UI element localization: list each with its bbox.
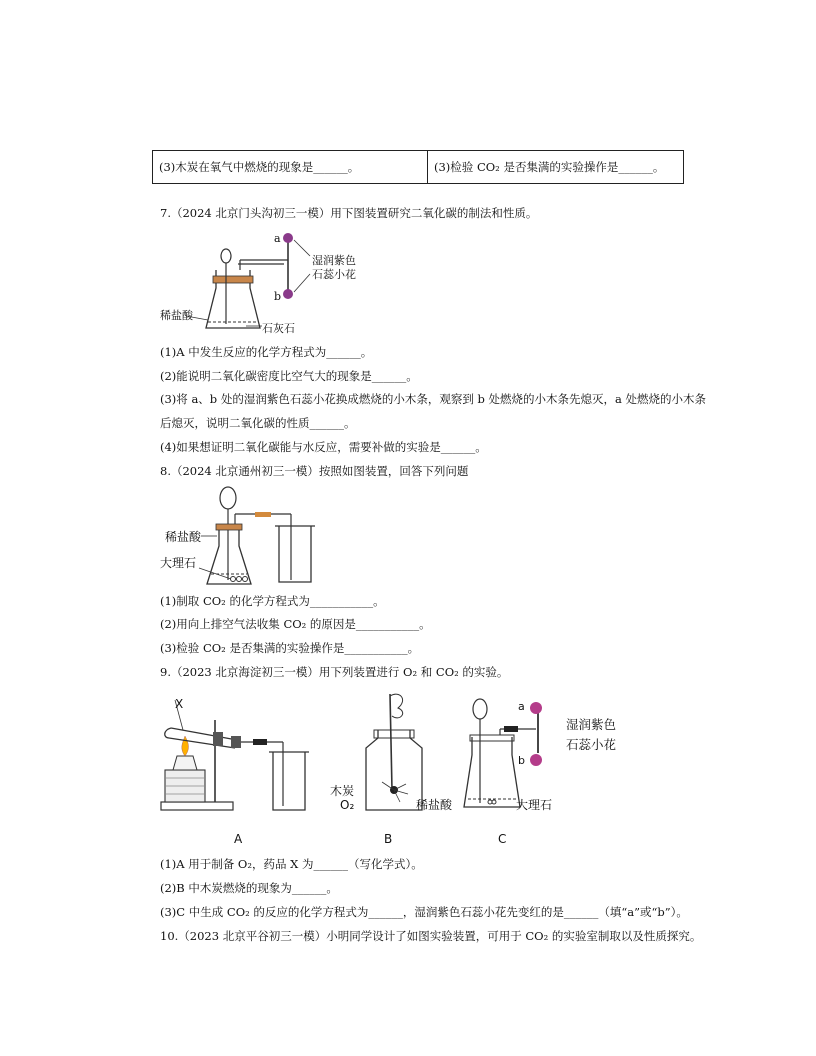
q9-figure-c-co2-apparatus bbox=[460, 695, 570, 815]
q8-subquestion-1: (1)制取 CO₂ 的化学方程式为___________。 bbox=[160, 594, 385, 608]
q9-label-x: X bbox=[175, 697, 184, 711]
q9-label-b: b bbox=[518, 754, 525, 767]
q10-title: 10.（2023 北京平谷初三一模）小明同学设计了如图实验装置，可用于 CO₂ 的实验室制取以及性质探究。 bbox=[160, 929, 702, 943]
table-row bbox=[153, 151, 684, 184]
q7-label-flower-1: 湿润紫色 bbox=[312, 254, 356, 267]
q8-title: 8.（2024 北京通州初三一模）按照如图装置，回答下列问题 bbox=[160, 464, 469, 478]
table-cell-left: (3)木炭在氧气中燃烧的现象是______。 bbox=[153, 151, 428, 184]
q8-subquestion-2: (2)用向上排空气法收集 CO₂ 的原因是___________。 bbox=[160, 617, 431, 631]
q9-label-flower-2: 石蕊小花 bbox=[566, 737, 617, 752]
q9-label-o2: O₂ bbox=[340, 798, 355, 812]
q7-label-b: b bbox=[274, 290, 282, 303]
q8-label-stone: 大理石 bbox=[160, 556, 197, 570]
q7-subquestion-2: (2)能说明二氧化碳密度比空气大的现象是______。 bbox=[160, 369, 418, 383]
q9-flower-a-icon bbox=[529, 701, 543, 715]
q9-label-acid: 稀盐酸 bbox=[416, 798, 453, 812]
q8-label-acid: 稀盐酸 bbox=[165, 530, 202, 544]
q9-flower-b-icon bbox=[529, 753, 543, 767]
q7-label-acid: 稀盐酸 bbox=[160, 309, 193, 322]
q9-subquestion-3: (3)C 中生成 CO₂ 的反应的化学方程式为______，湿润紫色石蕊小花先变红的是______（填“a”或“b”）。 bbox=[160, 905, 688, 919]
answer-table bbox=[152, 150, 684, 184]
q9-figure-label-a: A bbox=[234, 832, 243, 846]
q9-figure-label-c: C bbox=[498, 832, 507, 846]
q9-subquestion-1: (1)A 用于制备 O₂，药品 X 为______（写化学式）。 bbox=[160, 857, 423, 871]
q9-label-flower-1: 湿润紫色 bbox=[566, 717, 617, 732]
q7-label-a: a bbox=[274, 232, 281, 245]
q7-title: 7.（2024 北京门头沟初三一模）用下图装置研究二氧化碳的制法和性质。 bbox=[160, 206, 538, 220]
q7-subquestion-1: (1)A 中发生反应的化学方程式为______。 bbox=[160, 345, 373, 359]
q7-subquestion-3-line-2: 后熄灭，说明二氧化碳的性质______。 bbox=[160, 416, 356, 430]
q9-label-a: a bbox=[518, 700, 525, 713]
q8-subquestion-3: (3)检验 CO₂ 是否集满的实验操作是___________。 bbox=[160, 641, 420, 655]
q9-label-stone: 大理石 bbox=[516, 798, 553, 812]
q9-title: 9.（2023 北京海淀初三一模）用下列装置进行 O₂ 和 CO₂ 的实验。 bbox=[160, 665, 509, 679]
q7-subquestion-4: (4)如果想证明二氧化碳能与水反应，需要补做的实验是______。 bbox=[160, 440, 487, 454]
q7-label-stone: 石灰石 bbox=[262, 322, 295, 335]
q9-subquestion-2: (2)B 中木炭燃烧的现象为______。 bbox=[160, 881, 338, 895]
q7-subquestion-3-line-1: (3)将 a、b 处的湿润紫色石蕊小花换成燃烧的小木条，观察到 b 处燃烧的小木条先熄灭，a 处燃烧的小木条 bbox=[160, 392, 706, 406]
q9-label-charcoal: 木炭 bbox=[330, 784, 355, 798]
q7-label-flower-2: 石蕊小花 bbox=[312, 268, 356, 281]
q9-figure-label-b: B bbox=[384, 832, 393, 846]
table-cell-right: (3)检验 CO₂ 是否集满的实验操作是______。 bbox=[428, 151, 684, 184]
